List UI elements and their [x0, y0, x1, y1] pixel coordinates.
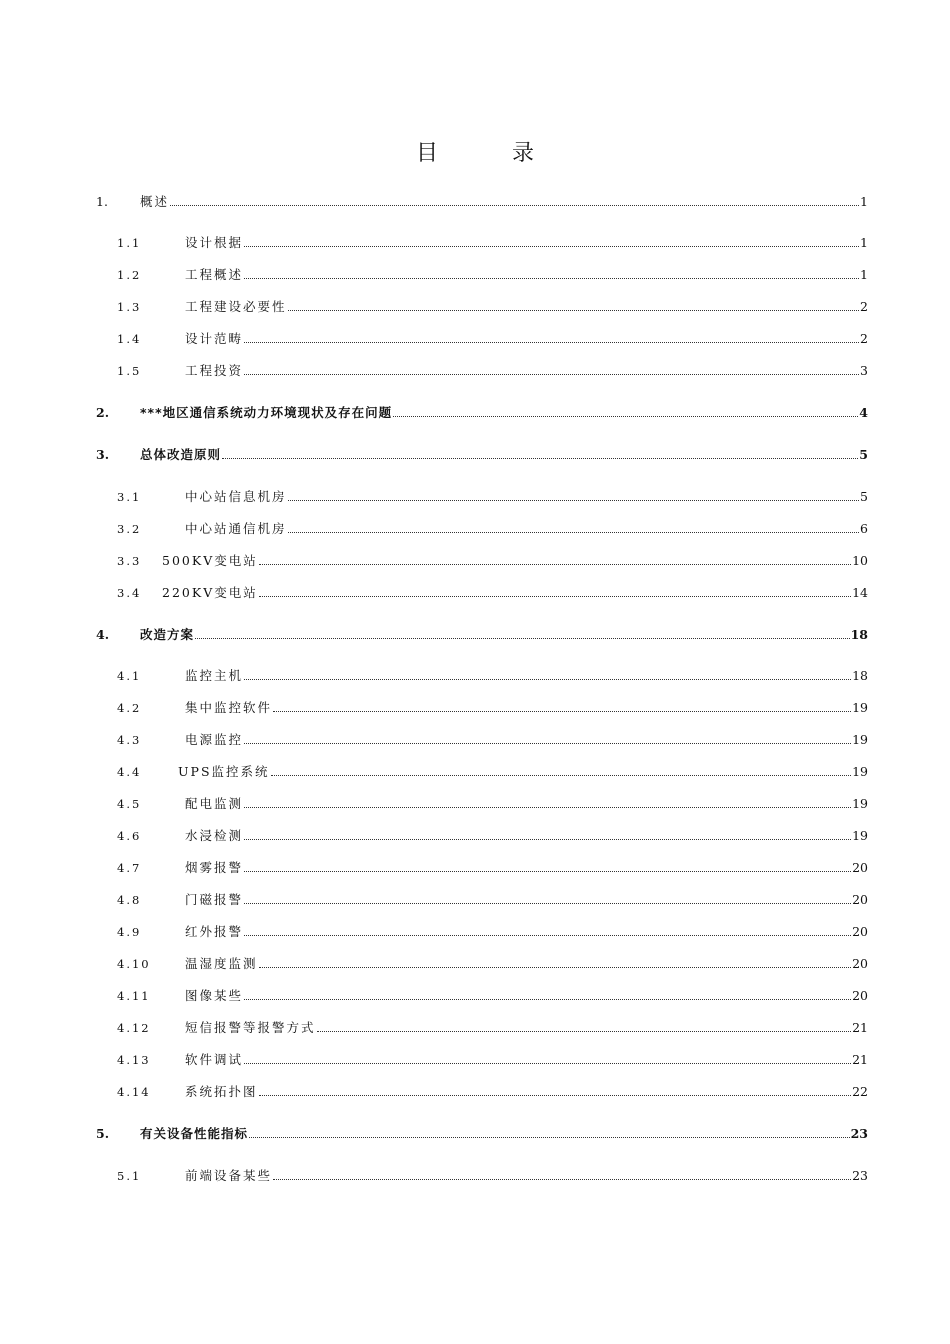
- toc-entry-number: 5.1: [117, 1169, 142, 1183]
- toc-entry-page: 22: [852, 1084, 868, 1099]
- toc-entry-number: 1.4: [117, 332, 142, 346]
- toc-entry-page: 2: [860, 331, 868, 346]
- toc-entry-page: 23: [850, 1126, 868, 1141]
- toc-entry-number: 1.1: [117, 236, 142, 250]
- dot-leader: [244, 374, 859, 375]
- toc-entry-text: 烟雾报警: [185, 860, 244, 875]
- toc-entry-page: 20: [852, 860, 868, 875]
- toc-entry-page: 10: [852, 553, 868, 568]
- toc-entry-number: 3.3: [117, 554, 142, 568]
- toc-entry-page: 19: [852, 828, 868, 843]
- toc-entry-page: 2: [860, 299, 868, 314]
- toc-entry-text: 220KV变电站: [162, 585, 258, 600]
- toc-entry-text: 工程概述: [185, 267, 244, 282]
- toc-entry-text: 改造方案: [140, 627, 195, 642]
- toc-entry-4-8[interactable]: [117, 890, 868, 908]
- toc-entry-number: 1.3: [117, 300, 142, 314]
- dot-leader: [259, 967, 852, 968]
- toc-entry-4-6[interactable]: [117, 826, 868, 844]
- dot-leader: [244, 903, 851, 904]
- toc-entry-number: 4.9: [117, 925, 142, 939]
- dot-leader: [244, 999, 851, 1000]
- toc-entry-4-3[interactable]: [117, 730, 868, 748]
- toc-entry-text: 系统拓扑图: [185, 1084, 258, 1099]
- toc-entry-page: 21: [852, 1052, 868, 1067]
- toc-entry-number: 4.11: [117, 989, 151, 1003]
- toc-entry-2[interactable]: [96, 403, 868, 421]
- toc-entry-text: 监控主机: [185, 668, 244, 683]
- toc-entry-number: 4.4: [117, 765, 142, 779]
- toc-entry-text: 设计根据: [185, 235, 244, 250]
- toc-entry-page: 1: [860, 235, 868, 250]
- toc-entry-text: 中心站信息机房: [185, 489, 287, 504]
- dot-leader: [317, 1031, 852, 1032]
- toc-entry-text: 红外报警: [185, 924, 244, 939]
- toc-entry-5[interactable]: [96, 1124, 868, 1142]
- toc-entry-number: 4.10: [117, 957, 151, 971]
- toc-entry-1[interactable]: [96, 192, 868, 210]
- toc-entry-page: 20: [852, 988, 868, 1003]
- toc-entry-text: 总体改造原则: [140, 447, 222, 462]
- toc-entry-4-10[interactable]: [117, 954, 868, 972]
- toc-entry-page: 3: [860, 363, 868, 378]
- toc-entry-1-2[interactable]: [117, 265, 868, 283]
- toc-entry-text: 软件调试: [185, 1052, 244, 1067]
- dot-leader: [259, 564, 851, 565]
- toc-entry-page: 20: [852, 956, 868, 971]
- toc-entry-1-4[interactable]: [117, 329, 868, 347]
- toc-entry-number: 1.5: [117, 364, 142, 378]
- toc-entry-4-4[interactable]: [117, 762, 868, 780]
- toc-entry-page: 19: [852, 700, 868, 715]
- toc-entry-page: 20: [852, 924, 868, 939]
- toc-entry-number: 4.13: [117, 1053, 151, 1067]
- toc-entry-text: 设计范畴: [185, 331, 244, 346]
- dot-leader: [244, 871, 851, 872]
- toc-entry-text: 配电监测: [185, 796, 244, 811]
- toc-entry-4-12[interactable]: [117, 1018, 868, 1036]
- dot-leader: [249, 1137, 850, 1138]
- toc-entry-1-3[interactable]: [117, 297, 868, 315]
- dot-leader: [170, 205, 859, 206]
- toc-entry-number: 3.4: [117, 586, 142, 600]
- toc-entry-page: 14: [852, 585, 868, 600]
- toc-entry-number: 4.6: [117, 829, 142, 843]
- toc-entry-text: 500KV变电站: [162, 553, 258, 568]
- toc-entry-text: 概述: [140, 194, 170, 209]
- dot-leader: [222, 458, 858, 459]
- toc-entry-page: 20: [852, 892, 868, 907]
- dot-leader: [244, 679, 851, 680]
- dot-leader: [271, 775, 852, 776]
- toc-entry-page: 21: [852, 1020, 868, 1035]
- toc-entry-page: 18: [852, 668, 868, 683]
- toc-entry-number: 3.: [96, 447, 110, 462]
- toc-entry-number: 2.: [96, 405, 110, 420]
- toc-entry-page: 19: [852, 764, 868, 779]
- toc-entry-number: 4.5: [117, 797, 142, 811]
- toc-entry-page: 6: [860, 521, 868, 536]
- toc-entry-number: 4.1: [117, 669, 142, 683]
- toc-entry-number: 4.14: [117, 1085, 151, 1099]
- toc-entry-text: 工程建设必要性: [185, 299, 287, 314]
- dot-leader: [273, 711, 851, 712]
- toc-entry-page: 18: [850, 627, 868, 642]
- toc-entry-text: 前端设备某些: [185, 1168, 273, 1183]
- toc-entry-4-7[interactable]: [117, 858, 868, 876]
- toc-entry-5-1[interactable]: [117, 1166, 868, 1184]
- dot-leader: [288, 310, 860, 311]
- dot-leader: [244, 1063, 851, 1064]
- dot-leader: [244, 246, 859, 247]
- toc-entry-4-2[interactable]: [117, 698, 868, 716]
- toc-entry-4[interactable]: [96, 625, 868, 643]
- toc-entry-text: UPS监控系统: [178, 764, 270, 779]
- toc-entry-number: 1.2: [117, 268, 142, 282]
- toc-entry-number: 3.1: [117, 490, 142, 504]
- toc-entry-page: 19: [852, 796, 868, 811]
- toc-entry-1-5[interactable]: [117, 361, 868, 379]
- toc-entry-number: 4.3: [117, 733, 142, 747]
- toc-entry-3-2[interactable]: [117, 519, 868, 537]
- toc-entry-page: 1: [860, 194, 868, 209]
- toc-entry-3-4[interactable]: [117, 583, 868, 601]
- toc-entry-number: 1.: [96, 194, 108, 209]
- toc-entry-number: 4.7: [117, 861, 142, 875]
- dot-leader: [288, 500, 860, 501]
- toc-entry-3-3[interactable]: [117, 551, 868, 569]
- toc-entry-4-14[interactable]: [117, 1082, 868, 1100]
- toc-entry-3-1[interactable]: [117, 487, 868, 505]
- dot-leader: [244, 935, 851, 936]
- toc-entry-1-1[interactable]: [117, 233, 868, 251]
- toc-entry-text: 温湿度监测: [185, 956, 258, 971]
- toc-entry-text: 门磁报警: [185, 892, 244, 907]
- toc-entry-number: 5.: [96, 1126, 110, 1141]
- toc-entry-number: 4.2: [117, 701, 142, 715]
- dot-leader: [195, 638, 850, 639]
- toc-entry-text: 中心站通信机房: [185, 521, 287, 536]
- dot-leader: [244, 743, 851, 744]
- dot-leader: [244, 342, 859, 343]
- toc-entry-number: 4.: [96, 627, 110, 642]
- dot-leader: [393, 416, 858, 417]
- toc-entry-3[interactable]: [96, 445, 868, 463]
- toc-entry-4-5[interactable]: [117, 794, 868, 812]
- toc-entry-number: 3.2: [117, 522, 142, 536]
- toc-entry-text: 工程投资: [185, 363, 244, 378]
- toc-entry-4-13[interactable]: [117, 1050, 868, 1068]
- toc-entry-page: 4: [859, 405, 868, 420]
- toc-entry-number: 4.8: [117, 893, 142, 907]
- dot-leader: [244, 278, 859, 279]
- toc-entry-page: 5: [859, 447, 868, 462]
- toc-entry-text: 集中监控软件: [185, 700, 273, 715]
- toc-entry-4-11[interactable]: [117, 986, 868, 1004]
- toc-entry-text: 有关设备性能指标: [140, 1126, 249, 1141]
- dot-leader: [273, 1179, 851, 1180]
- toc-entry-page: 5: [860, 489, 868, 504]
- toc-entry-page: 1: [860, 267, 868, 282]
- toc-entry-4-1[interactable]: [117, 666, 868, 684]
- toc-entry-text: 短信报警等报警方式: [185, 1020, 316, 1035]
- dot-leader: [288, 532, 860, 533]
- dot-leader: [259, 596, 851, 597]
- toc-entry-page: 19: [852, 732, 868, 747]
- toc-entry-text: 电源监控: [185, 732, 244, 747]
- toc-entry-4-9[interactable]: [117, 922, 868, 940]
- dot-leader: [244, 839, 851, 840]
- toc-entry-text: ***地区通信系统动力环境现状及存在问题: [140, 405, 393, 420]
- toc-entry-page: 23: [852, 1168, 868, 1183]
- toc-entry-text: 水浸检测: [185, 828, 244, 843]
- toc-entry-number: 4.12: [117, 1021, 151, 1035]
- toc-title: 目 录: [415, 141, 560, 166]
- dot-leader: [244, 807, 851, 808]
- toc-entry-text: 图像某些: [185, 988, 244, 1003]
- dot-leader: [259, 1095, 852, 1096]
